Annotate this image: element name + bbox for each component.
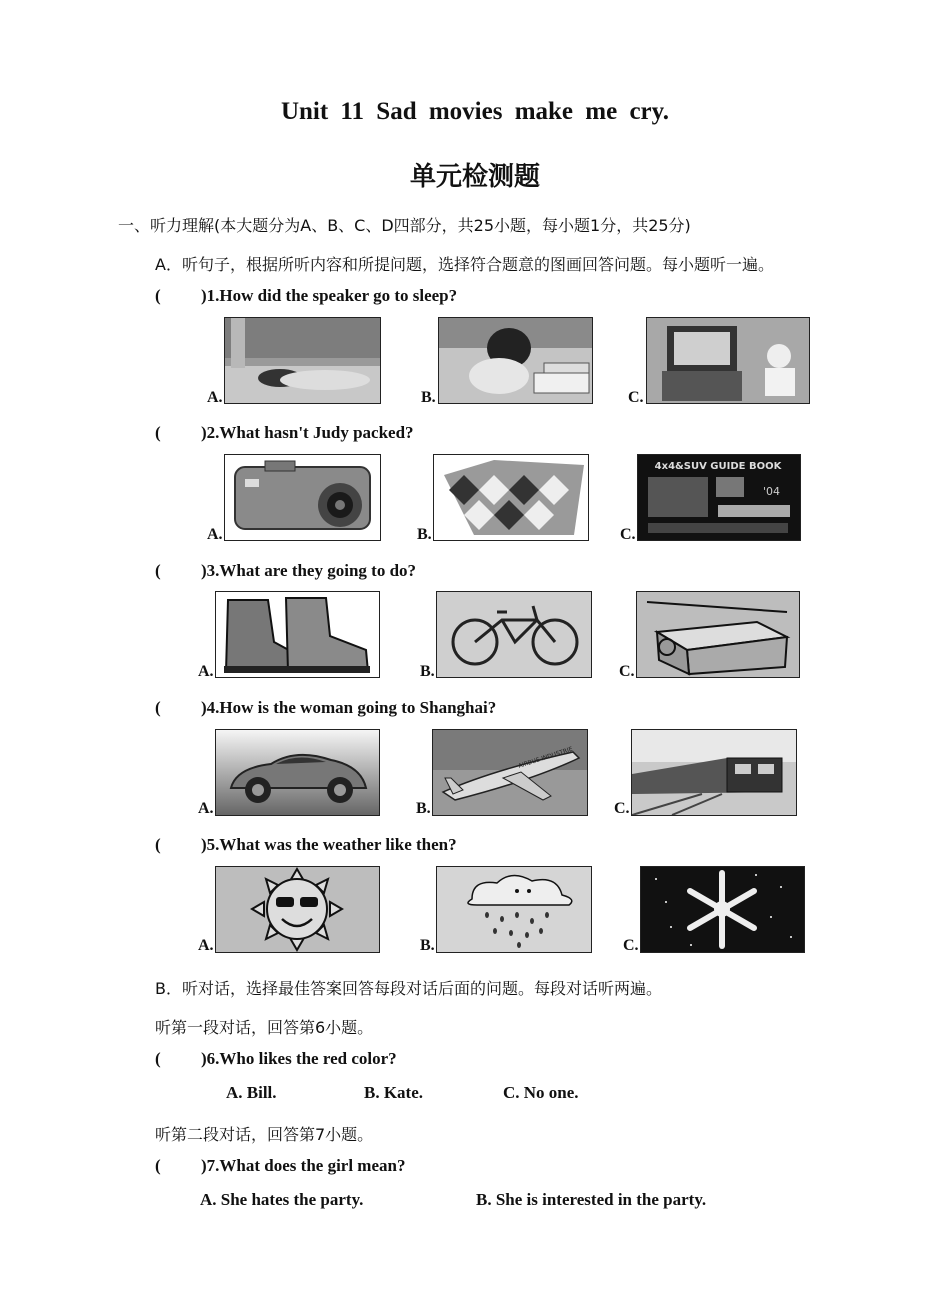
sun-with-sunglasses-image[interactable]	[215, 866, 380, 953]
option-label-c: C.	[614, 800, 630, 817]
airplane-image[interactable]	[432, 729, 588, 816]
answer-blank[interactable]: (	[155, 286, 161, 305]
rain-cloud-image[interactable]	[436, 866, 592, 953]
option-label-a: A.	[198, 663, 214, 680]
fishing-tackle-box-image[interactable]	[636, 591, 800, 678]
train-image[interactable]	[631, 729, 797, 816]
option-label-b: B.	[417, 526, 432, 543]
option-label-b: B.	[420, 937, 435, 954]
dialog-2-instruction: 听第二段对话，回答第7小题。	[155, 1125, 374, 1144]
question-2: ( )2.What hasn't Judy packed?	[155, 423, 414, 442]
question-5: ( )5.What was the weather like then?	[155, 835, 457, 854]
airplane-livery-text: AIRBUS INDUSTRIE	[517, 745, 574, 770]
car-image[interactable]	[215, 729, 380, 816]
option-label-c: C.	[620, 526, 636, 543]
part-a-instructions: A．听句子，根据所听内容和所提问题，选择符合题意的图画回答问题。每小题听一遍。	[155, 255, 774, 274]
test-subtitle: 单元检测题	[409, 162, 540, 192]
boots-image[interactable]	[215, 591, 380, 678]
bicycle-image[interactable]	[436, 591, 592, 678]
option-label-a: A.	[198, 937, 214, 954]
unit-title: Unit 11 Sad movies make me cry.	[280, 98, 670, 125]
woman-asleep-at-desk-image[interactable]	[438, 317, 593, 404]
answer-blank[interactable]: (	[155, 1049, 161, 1068]
camera-image[interactable]	[224, 454, 381, 541]
answer-blank[interactable]: (	[155, 423, 161, 442]
answer-blank[interactable]: (	[155, 835, 161, 854]
option-label-a: A.	[207, 389, 223, 406]
option-label-b: B.	[421, 389, 436, 406]
question-3: ( )3.What are they going to do?	[155, 561, 417, 580]
q7-option-b[interactable]: B. She is interested in the party.	[476, 1190, 707, 1209]
option-label-c: C.	[619, 663, 635, 680]
q6-option-a[interactable]: A. Bill.	[226, 1083, 277, 1102]
option-label-c: C.	[628, 389, 644, 406]
dialog-1-instruction: 听第一段对话，回答第6小题。	[155, 1018, 374, 1037]
question-4: ( )4.How is the woman going to Shanghai?	[155, 698, 497, 717]
q7-option-a[interactable]: A. She hates the party.	[200, 1190, 364, 1209]
option-label-c: C.	[623, 937, 639, 954]
answer-blank[interactable]: (	[155, 1156, 161, 1175]
answer-blank[interactable]: (	[155, 698, 161, 717]
option-label-a: A.	[207, 526, 223, 543]
q6-option-c[interactable]: C. No one.	[503, 1083, 579, 1102]
question-1: ( )1.How did the speaker go to sleep?	[155, 286, 458, 305]
part-b-instructions: B．听对话，选择最佳答案回答每段对话后面的问题。每段对话听两遍。	[155, 979, 662, 998]
argyle-socks-image[interactable]	[433, 454, 589, 541]
guide-book-image[interactable]	[637, 454, 801, 541]
question-6: ( )6.Who likes the red color?	[155, 1049, 397, 1068]
option-label-b: B.	[416, 800, 431, 817]
child-watching-tv-image[interactable]	[646, 317, 810, 404]
q6-option-b[interactable]: B. Kate.	[364, 1083, 424, 1102]
woman-lying-in-bed-image[interactable]	[224, 317, 381, 404]
question-7: ( )7.What does the girl mean?	[155, 1156, 406, 1175]
option-label-a: A.	[198, 800, 214, 817]
guide-book-year: '04	[763, 485, 781, 498]
option-label-b: B.	[420, 663, 435, 680]
answer-blank[interactable]: (	[155, 561, 161, 580]
guide-book-cover-text: 4x4&SUV GUIDE BOOK	[654, 461, 782, 472]
snowflake-image[interactable]	[640, 866, 805, 953]
section-heading-listening: 一、听力理解(本大题分为A、B、C、D四部分，共25小题，每小题1分，共25分)	[118, 216, 691, 235]
